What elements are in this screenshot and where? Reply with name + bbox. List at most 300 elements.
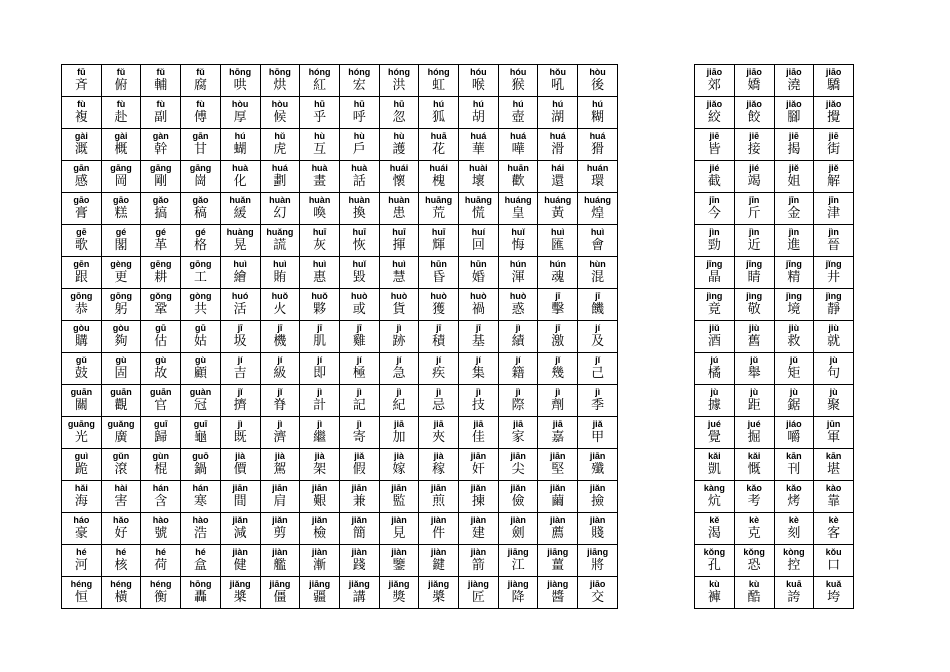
word-cell (419, 481, 459, 513)
hanzi-character: 金 (787, 206, 801, 221)
word-cell (379, 321, 419, 353)
pinyin-label: huò (509, 291, 527, 301)
hanzi-character: 吼 (551, 78, 565, 93)
word-cell (220, 481, 260, 513)
word-cell (498, 225, 538, 257)
word-cell (300, 161, 340, 193)
pinyin-label: jiǎng (428, 579, 450, 589)
hanzi-character: 火 (273, 302, 287, 317)
hanzi-character: 句 (827, 366, 841, 381)
hanzi-character: 疆 (313, 590, 327, 605)
pinyin-label: hòu (589, 67, 606, 77)
hanzi-character: 揭 (787, 142, 801, 157)
pinyin-label: hūn (470, 259, 487, 269)
word-cell (260, 65, 300, 97)
pinyin-label: jiǎo (746, 99, 762, 109)
hanzi-character: 繭 (551, 494, 565, 509)
pinyin-label: jiù (748, 323, 760, 333)
hanzi-character: 劑 (551, 398, 565, 413)
word-cell (260, 385, 300, 417)
hanzi-character: 喉 (471, 78, 485, 93)
word-cell (814, 545, 854, 577)
word-cell (774, 481, 814, 513)
pinyin-label: jī (475, 323, 481, 333)
pinyin-label: gōng (110, 291, 133, 301)
table-row (695, 289, 854, 321)
word-cell (101, 65, 141, 97)
word-cell (300, 449, 340, 481)
hanzi-character: 化 (233, 174, 247, 189)
word-cell (419, 97, 459, 129)
hanzi-character: 歸 (154, 430, 168, 445)
pinyin-label: jiǎo (706, 99, 723, 109)
table-row (695, 129, 854, 161)
word-cell (141, 257, 181, 289)
word-cell (459, 97, 499, 129)
word-cell (578, 321, 618, 353)
pinyin-label: hū (393, 99, 405, 109)
hanzi-character: 薑 (551, 558, 565, 573)
word-cell (220, 449, 260, 481)
word-cell (260, 449, 300, 481)
hanzi-character: 控 (787, 558, 801, 573)
pinyin-label: gòu (112, 323, 130, 333)
word-cell (498, 513, 538, 545)
pinyin-label: jiàn (232, 547, 248, 557)
pinyin-label: jī (356, 323, 362, 333)
word-cell (814, 577, 854, 609)
word-cell (220, 161, 260, 193)
hanzi-character: 跡 (392, 334, 406, 349)
word-cell (181, 513, 221, 545)
hanzi-character: 假 (352, 462, 366, 477)
pinyin-label: jǐng (825, 259, 842, 269)
hanzi-character: 官 (154, 398, 168, 413)
word-cell (379, 129, 419, 161)
pinyin-label: jù (710, 387, 719, 397)
pinyin-label: huáng (504, 195, 532, 205)
pinyin-label: jiě (788, 163, 799, 173)
word-cell (339, 353, 379, 385)
hanzi-character: 見 (392, 526, 406, 541)
word-cell (181, 65, 221, 97)
vocabulary-table-right (694, 64, 854, 609)
hanzi-character: 敬 (747, 302, 761, 317)
word-cell (814, 193, 854, 225)
word-cell (300, 289, 340, 321)
hanzi-character: 渴 (707, 526, 721, 541)
pinyin-label: hóng (308, 67, 331, 77)
hanzi-character: 聚 (827, 398, 841, 413)
pinyin-label: jiàn (351, 547, 368, 557)
hanzi-character: 荒 (432, 206, 446, 221)
hanzi-character: 禍 (471, 302, 485, 317)
pinyin-label: huī (431, 227, 446, 237)
word-cell (498, 417, 538, 449)
word-cell (181, 225, 221, 257)
word-cell (734, 193, 774, 225)
hanzi-character: 冠 (193, 398, 207, 413)
word-cell (339, 481, 379, 513)
word-cell (774, 321, 814, 353)
hanzi-character: 據 (707, 398, 721, 413)
pinyin-label: fù (196, 99, 205, 109)
table-row (62, 161, 618, 193)
pinyin-label: gēn (73, 259, 90, 269)
word-cell (220, 97, 260, 129)
hanzi-character: 及 (591, 334, 605, 349)
hanzi-character: 擊 (551, 302, 565, 317)
table-row (62, 417, 618, 449)
pinyin-label: hóng (427, 67, 450, 77)
word-cell (141, 385, 181, 417)
pinyin-label: jī (436, 323, 442, 333)
pinyin-label: jìng (785, 291, 802, 301)
hanzi-character: 滾 (114, 462, 128, 477)
word-cell (339, 97, 379, 129)
pinyin-label: jì (475, 387, 481, 397)
pinyin-label: huǎn (229, 195, 251, 205)
word-cell (814, 417, 854, 449)
word-cell (101, 417, 141, 449)
pinyin-label: gé (155, 227, 167, 237)
pinyin-label: hán (192, 483, 209, 493)
word-cell (814, 97, 854, 129)
pinyin-label: huái (389, 163, 409, 173)
pinyin-label: gù (115, 355, 127, 365)
table-row (695, 321, 854, 353)
word-cell (419, 385, 459, 417)
table-row (695, 449, 854, 481)
hanzi-character: 嫁 (392, 462, 406, 477)
hanzi-character: 竭 (747, 174, 761, 189)
pinyin-label: jiàn (391, 547, 407, 557)
pinyin-label: jīn (748, 195, 760, 205)
hanzi-character: 匯 (551, 238, 565, 253)
pinyin-label: jǐ (277, 387, 283, 397)
table-row (62, 65, 618, 97)
hanzi-character: 郊 (707, 78, 721, 93)
hanzi-character: 急 (392, 366, 406, 381)
word-cell (774, 385, 814, 417)
pinyin-label: hūn (430, 259, 447, 269)
pinyin-label: jiāo (746, 67, 762, 77)
table-row (695, 417, 854, 449)
word-cell (101, 481, 141, 513)
word-cell (181, 257, 221, 289)
word-cell (498, 257, 538, 289)
pinyin-label: jiān (470, 451, 487, 461)
hanzi-character: 極 (352, 366, 366, 381)
word-cell (498, 161, 538, 193)
pinyin-label: huà (232, 163, 249, 173)
hanzi-character: 虎 (273, 142, 287, 157)
pinyin-label: jiē (828, 131, 839, 141)
pinyin-label: jiàn (272, 547, 288, 557)
word-cell (734, 417, 774, 449)
hanzi-character: 浩 (193, 526, 207, 541)
word-cell (459, 449, 499, 481)
word-cell (459, 65, 499, 97)
pinyin-label: jì (515, 387, 521, 397)
word-cell (220, 193, 260, 225)
pinyin-label: jiàn (430, 547, 447, 557)
word-cell (459, 225, 499, 257)
word-cell (181, 161, 221, 193)
word-cell (339, 545, 379, 577)
hanzi-character: 估 (154, 334, 168, 349)
word-cell (379, 577, 419, 609)
word-cell (419, 161, 459, 193)
pinyin-label: jīng (785, 259, 802, 269)
word-cell (498, 321, 538, 353)
pinyin-label: jí (396, 355, 402, 365)
pinyin-label: hái (551, 163, 565, 173)
pinyin-label: gé (195, 227, 206, 237)
hanzi-character: 斉 (74, 78, 88, 93)
word-cell (538, 129, 578, 161)
hanzi-character: 灰 (313, 238, 327, 253)
pinyin-label: huà (311, 163, 328, 173)
word-cell (339, 129, 379, 161)
pinyin-label: kān (825, 451, 842, 461)
hanzi-character: 慌 (471, 206, 485, 221)
pinyin-label: huán (586, 163, 609, 173)
pinyin-label: jiān (311, 483, 328, 493)
hanzi-character: 槳 (432, 590, 446, 605)
hanzi-character: 靠 (827, 494, 841, 509)
word-cell (695, 417, 735, 449)
hanzi-character: 揮 (392, 238, 406, 253)
hanzi-character: 肩 (273, 494, 287, 509)
word-cell (379, 513, 419, 545)
pinyin-label: hǒu (549, 67, 567, 77)
hanzi-character: 既 (233, 430, 247, 445)
hanzi-character: 監 (392, 494, 406, 509)
pinyin-label: huò (390, 291, 408, 301)
hanzi-character: 剛 (154, 174, 168, 189)
word-cell (220, 321, 260, 353)
hanzi-character: 回 (471, 238, 485, 253)
hanzi-character: 壞 (471, 174, 485, 189)
pinyin-label: hé (76, 547, 87, 557)
pinyin-label: kǎi (747, 451, 761, 461)
pinyin-label: jié (709, 163, 720, 173)
word-cell (695, 97, 735, 129)
pinyin-label: huá (470, 131, 487, 141)
word-cell (459, 161, 499, 193)
hanzi-character: 攪 (827, 110, 841, 125)
pinyin-label: jiā (473, 419, 484, 429)
pinyin-label: hé (155, 547, 167, 557)
word-cell (419, 193, 459, 225)
pinyin-label: hù (314, 131, 326, 141)
hanzi-character: 即 (313, 366, 327, 381)
word-cell (260, 161, 300, 193)
word-cell (459, 513, 499, 545)
hanzi-character: 凱 (707, 462, 721, 477)
table-row (695, 577, 854, 609)
pinyin-label: jì (396, 323, 402, 333)
word-cell (62, 481, 102, 513)
pinyin-label: jiǎn (550, 483, 566, 493)
pinyin-label: jiàng (547, 579, 569, 589)
pinyin-label: jīn (828, 195, 839, 205)
word-cell (141, 289, 181, 321)
pinyin-label: jiǎng (229, 579, 251, 589)
hanzi-character: 季 (591, 398, 605, 413)
hanzi-character: 寄 (352, 430, 366, 445)
word-cell (498, 353, 538, 385)
word-cell (62, 577, 102, 609)
word-cell (181, 289, 221, 321)
hanzi-character: 掘 (747, 430, 761, 445)
word-cell (774, 97, 814, 129)
word-cell (498, 577, 538, 609)
hanzi-character: 斤 (747, 206, 761, 221)
word-cell (260, 321, 300, 353)
pinyin-label: jué (707, 419, 721, 429)
word-cell (419, 449, 459, 481)
word-cell (379, 417, 419, 449)
pinyin-label: jǐ (237, 387, 243, 397)
word-cell (101, 161, 141, 193)
pinyin-label: hún (549, 259, 567, 269)
hanzi-character: 酷 (747, 590, 761, 605)
hanzi-character: 戶 (352, 142, 366, 157)
pinyin-label: jiāo (706, 67, 723, 77)
word-cell (695, 353, 735, 385)
hanzi-character: 鍵 (432, 558, 446, 573)
word-cell (101, 289, 141, 321)
word-cell (814, 289, 854, 321)
hanzi-character: 堅 (551, 462, 565, 477)
pinyin-label: jì (317, 419, 323, 429)
pinyin-label: jiāng (309, 579, 331, 589)
word-cell (695, 65, 735, 97)
pinyin-label: jié (749, 163, 760, 173)
hanzi-character: 患 (392, 206, 406, 221)
hanzi-character: 革 (154, 238, 168, 253)
hanzi-character: 甲 (591, 430, 605, 445)
pinyin-label: kào (825, 483, 842, 493)
word-cell (734, 97, 774, 129)
hanzi-character: 複 (74, 110, 88, 125)
hanzi-character: 感 (74, 174, 88, 189)
word-cell (538, 161, 578, 193)
pinyin-label: guǎng (107, 419, 135, 429)
hanzi-character: 華 (471, 142, 485, 157)
pinyin-label: jiāo (825, 67, 842, 77)
hanzi-character: 殲 (591, 462, 605, 477)
hanzi-character: 恭 (74, 302, 88, 317)
hanzi-character: 購 (74, 334, 88, 349)
hanzi-character: 或 (352, 302, 366, 317)
word-cell (62, 161, 102, 193)
pinyin-label: gǎo (192, 195, 209, 205)
hanzi-character: 降 (511, 590, 525, 605)
pinyin-label: jì (595, 387, 601, 397)
pinyin-label: jià (433, 451, 444, 461)
hanzi-character: 輔 (154, 78, 168, 93)
pinyin-label: guī (193, 419, 208, 429)
word-cell (339, 289, 379, 321)
pinyin-label: jiā (552, 419, 563, 429)
pinyin-label: guān (70, 387, 93, 397)
pinyin-label: jiǎ (592, 419, 603, 429)
pinyin-label: kè (788, 515, 799, 525)
hanzi-character: 虹 (432, 78, 446, 93)
pinyin-label: huì (273, 259, 287, 269)
hanzi-character: 害 (114, 494, 128, 509)
pinyin-label: hùn (589, 259, 606, 269)
word-cell (339, 161, 379, 193)
word-cell (379, 193, 419, 225)
hanzi-character: 級 (273, 366, 287, 381)
hanzi-character: 加 (392, 430, 406, 445)
hanzi-character: 膏 (74, 206, 88, 221)
word-cell (419, 257, 459, 289)
table-row (695, 225, 854, 257)
hanzi-character: 鑒 (392, 558, 406, 573)
hanzi-character: 皆 (707, 142, 721, 157)
pinyin-label: guān (150, 387, 172, 397)
hanzi-character: 概 (114, 142, 128, 157)
hanzi-character: 悔 (511, 238, 525, 253)
pinyin-label: jǐ (555, 355, 561, 365)
hanzi-character: 匠 (471, 590, 485, 605)
hanzi-character: 垮 (827, 590, 841, 605)
hanzi-character: 佳 (471, 430, 485, 445)
word-cell (141, 353, 181, 385)
hanzi-character: 環 (591, 174, 605, 189)
pinyin-label: jiǎn (351, 515, 368, 525)
word-cell (578, 161, 618, 193)
hanzi-character: 忽 (392, 110, 406, 125)
pinyin-label: jiàn (470, 547, 487, 557)
word-cell (695, 193, 735, 225)
word-cell (62, 513, 102, 545)
word-cell (300, 193, 340, 225)
hanzi-character: 跪 (74, 462, 88, 477)
pinyin-label: huī (352, 227, 367, 237)
pinyin-label: gé (115, 227, 127, 237)
word-cell (300, 129, 340, 161)
hanzi-character: 賄 (273, 270, 287, 285)
pinyin-label: jūn (826, 419, 841, 429)
pinyin-label: huáng (584, 195, 612, 205)
word-cell (339, 65, 379, 97)
hanzi-character: 烤 (787, 494, 801, 509)
hanzi-character: 觀 (114, 398, 128, 413)
pinyin-label: kān (786, 451, 802, 461)
hanzi-character: 脊 (273, 398, 287, 413)
hanzi-character: 舊 (747, 334, 761, 349)
pinyin-label: hé (195, 547, 206, 557)
pinyin-label: jìn (709, 227, 720, 237)
hanzi-character: 揀 (471, 494, 485, 509)
pinyin-label: jiāo (589, 579, 606, 589)
hanzi-character: 嬌 (747, 78, 761, 93)
hanzi-character: 孔 (707, 558, 721, 573)
hanzi-character: 間 (233, 494, 247, 509)
word-cell (339, 193, 379, 225)
word-cell (774, 353, 814, 385)
word-cell (141, 161, 181, 193)
pinyin-label: jiāng (587, 547, 609, 557)
pinyin-label: jí (356, 355, 362, 365)
word-cell (101, 545, 141, 577)
